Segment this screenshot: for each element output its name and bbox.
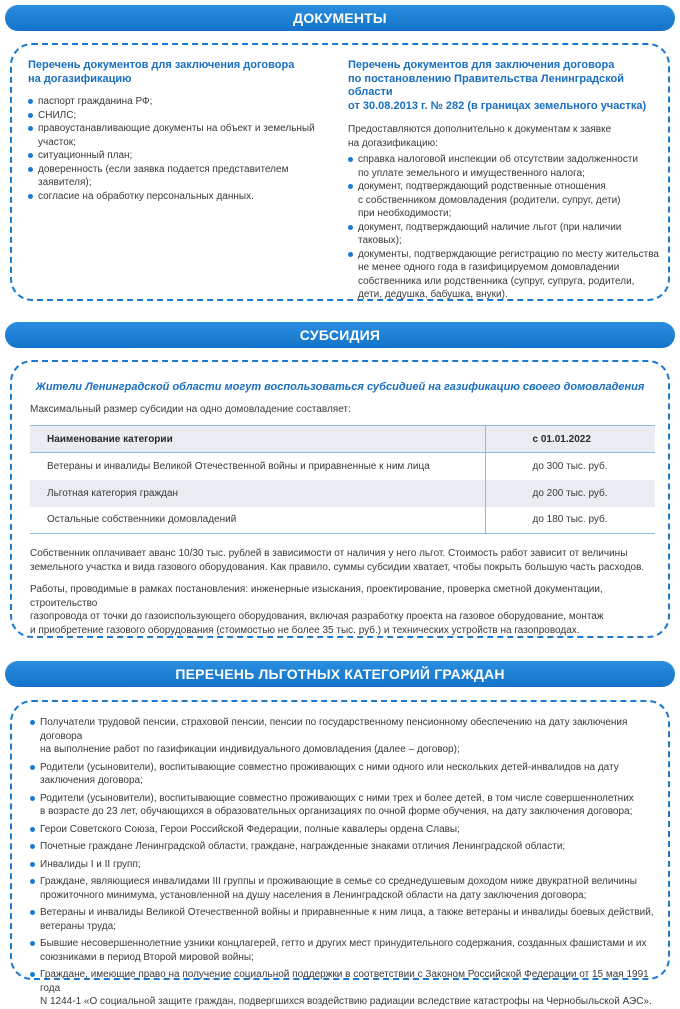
title-line: Перечень документов для заключения договора (348, 59, 615, 71)
item-text: ситуационный план; (38, 150, 133, 161)
table-cell: до 300 тыс. руб. (485, 453, 655, 480)
subsidy-table (30, 425, 655, 534)
item-text: Граждане, являющиеся инвалидами III группы и проживающие в семье со среднедушевым доходом ниже двукратной величины (40, 876, 637, 887)
item-text: Родители (усыновители), воспитывающие совместно проживающих с ними трех и более детей, в том числе совершеннолетних (40, 792, 634, 804)
item-text: документ, подтверждающий наличие льгот (при наличии (358, 221, 622, 233)
item-text: союзниками в период Второй мировой войны; (40, 951, 254, 963)
list-item (30, 840, 666, 854)
item-text: Инвалиды I и II групп; (40, 858, 141, 870)
item-text: заявителя); (38, 177, 92, 188)
item-text: паспорт гражданина РФ; (38, 96, 153, 107)
item-text: N 1244-1 «О социальной защите граждан, подвергшихся воздействию радиации вследствие катастрофы на Чернобыльской АЭС». (40, 996, 652, 1007)
list-item (28, 149, 328, 163)
list-item (348, 248, 668, 302)
item-text: в возрасте до 23 лет, обучающихся в образовательных организациях по очной форме обучения, на дату заключения договора; (40, 806, 633, 817)
documents-right-list (348, 153, 668, 302)
paragraph-line: земельного участка и вида газового оборудования. Как правило, суммы субсидии хватает, чтобы покрыть большую часть расходов. (30, 561, 645, 573)
documents-left-title (28, 59, 328, 86)
subsidy-max-label: Максимальный размер субсидии на одно домовладение составляет: (30, 404, 351, 415)
item-text: на выполнение работ по газификации индивидуального домовладения (далее – договор); (40, 744, 460, 755)
list-item (30, 906, 666, 933)
item-text: заключения договора; (40, 775, 143, 786)
title-line: на догазификацию (28, 72, 132, 85)
paragraph-line: и приобретение газового оборудования (стоимостью не более 35 тыс. руб.) и технических устройств на газопроводах. (30, 624, 580, 636)
documents-right-column (348, 59, 668, 302)
paragraph-line: газопровода от точки до газоиспользующего оборудования, включая разработку проекта на газовое оборудование, монтаж (30, 611, 604, 622)
benefits-banner: ПЕРЕЧЕНЬ ЛЬГОТНЫХ КАТЕГОРИЙ ГРАЖДАН (5, 661, 675, 687)
subsidy-paragraph-2 (30, 583, 665, 637)
list-item (30, 968, 666, 1009)
documents-right-intro (348, 123, 668, 150)
list-item (30, 761, 666, 788)
item-text: дети, дедушка, бабушка, внуки). (358, 289, 508, 300)
item-text: Ветераны и инвалиды Великой Отечественной войны и приравненные к ним лица, а также ветераны и инвалиды боевых действий, (40, 907, 654, 918)
item-text: по уплате земельного и имущественного налога; (358, 167, 585, 179)
list-item (28, 109, 328, 123)
list-item (30, 875, 666, 902)
item-text: ветераны труда; (40, 920, 116, 932)
table-header-category: Наименование категории (47, 433, 173, 445)
item-text: согласие на обработку персональных данных. (38, 190, 254, 202)
table-header-row (30, 426, 655, 453)
table-cell: Льготная категория граждан (47, 487, 179, 499)
benefits-list (30, 716, 666, 1009)
item-text: документы, подтверждающие регистрацию по месту жительства (358, 248, 659, 260)
documents-banner: ДОКУМЕНТЫ (5, 5, 675, 31)
list-item (28, 95, 328, 109)
list-item (28, 190, 328, 204)
table-row (30, 453, 655, 480)
item-text: документ, подтверждающий родственные отношения (358, 181, 606, 192)
documents-left-list (28, 95, 328, 203)
title-line: от 30.08.2013 г. № 282 (в границах земельного участка) (348, 99, 647, 112)
list-item (28, 163, 328, 190)
table-cell: до 180 тыс. руб. (485, 507, 655, 534)
item-text: доверенность (если заявка подается представителем (38, 163, 289, 175)
list-item (30, 858, 666, 872)
subsidy-paragraph-1 (30, 547, 660, 574)
intro-line: на догазификацию: (348, 137, 438, 149)
documents-right-title (348, 59, 668, 113)
list-item (348, 221, 668, 248)
item-text: Герои Советского Союза, Герои Российской Федерации, полные кавалеры ордена Славы; (40, 823, 460, 835)
list-item (30, 823, 666, 837)
item-text: СНИЛС; (38, 109, 77, 121)
paragraph-line: Собственник оплачивает аванс 10/30 тыс. рублей в зависимости от наличия у него льгот. Стоимость работ зависит от величины (30, 548, 628, 559)
table-row (30, 507, 655, 534)
item-text: с собственником домовладения (родители, супруг, дети) (358, 194, 621, 206)
item-text: участок; (38, 136, 76, 148)
item-text: прожиточного минимума, установленной на душу населения в Ленинградской области на дату заключения договора; (40, 889, 587, 901)
intro-line: Предоставляются дополнительно к документам к заявке (348, 124, 612, 135)
item-text: таковых); (358, 235, 402, 246)
item-text: Бывшие несовершеннолетние узники концлагерей, гетто и других мест принудительного содержания, созданных фашистами и их (40, 938, 647, 949)
table-header-date: с 01.01.2022 (485, 426, 655, 453)
item-text: не менее одного года в газифицируемом домовладении (358, 262, 620, 273)
item-text: собственника или родственника (супруг, супруга, родители, (358, 275, 635, 287)
item-text: при необходимости; (358, 208, 452, 219)
item-text: Почетные граждане Ленинградской области, граждане, награжденные знаками отличия Ленинградской области; (40, 841, 566, 852)
paragraph-line: Работы, проводимые в рамках постановления: инженерные изыскания, проектирование, проверка сметной документации, строительство (30, 584, 603, 609)
title-line: Перечень документов для заключения договора (28, 59, 295, 71)
item-text: справка налоговой инспекции об отсутствии задолженности (358, 154, 638, 165)
item-text: Получатели трудовой пенсии, страховой пенсии, пенсии по государственному пенсионному обеспечению на дату заключения договора (40, 717, 628, 742)
subsidy-banner: СУБСИДИЯ (5, 322, 675, 348)
list-item (30, 937, 666, 964)
item-text: Родители (усыновители), воспитывающие совместно проживающих с ними одного или нескольких детей-инвалидов на дату (40, 761, 619, 773)
item-text: правоустанавливающие документы на объект и земельный (38, 123, 315, 134)
table-cell: Остальные собственники домовладений (47, 514, 237, 526)
table-cell: Ветераны и инвалиды Великой Отечественной войны и приравненные к ним лица (47, 460, 430, 472)
subsidy-headline: Жители Ленинградской области могут воспользоваться субсидией на газификацию своего домовладения (35, 381, 645, 393)
table-cell: до 200 тыс. руб. (485, 480, 655, 507)
item-text: Граждане, имеющие право на получение социальной поддержки в соответствии с Законом Российской Федерации от 15 мая 1991 года (40, 969, 649, 994)
list-item (30, 792, 666, 819)
list-item (28, 122, 328, 149)
list-item (30, 716, 666, 757)
list-item (348, 153, 668, 180)
table-row (30, 480, 655, 507)
list-item (348, 180, 668, 221)
documents-left-column (28, 59, 328, 203)
title-line: по постановлению Правительства Ленинградской области (348, 72, 624, 98)
